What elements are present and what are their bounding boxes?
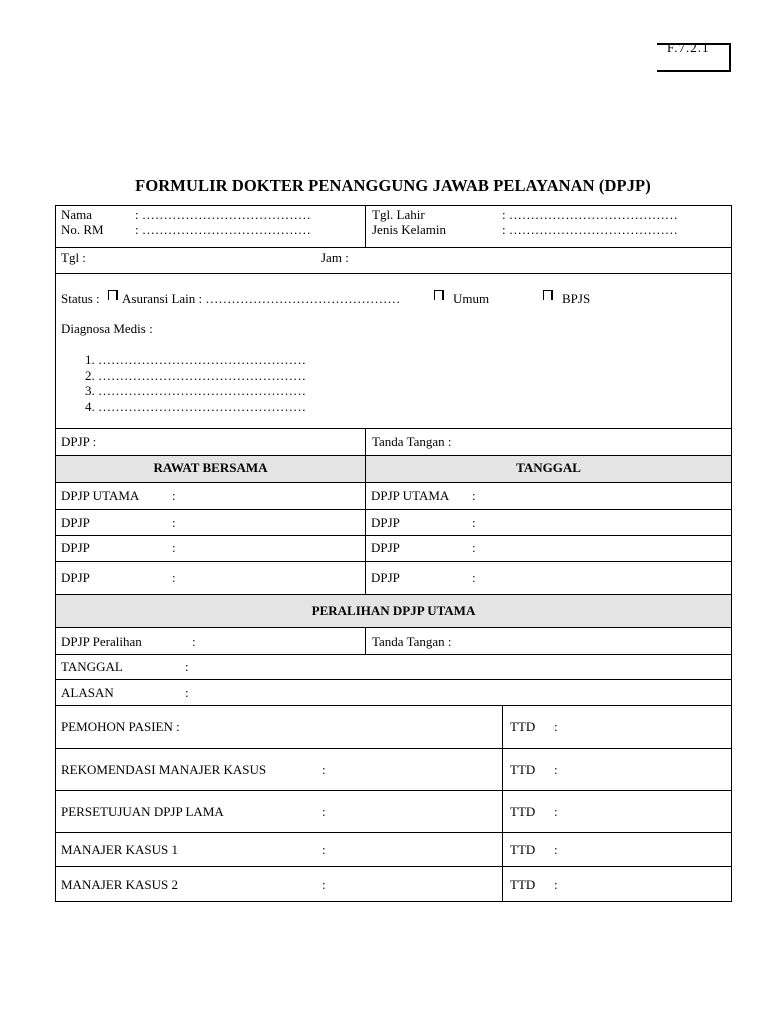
rb-row-2-left-colon: : — [172, 515, 176, 530]
diagnosa-label: Diagnosa Medis : — [61, 321, 153, 336]
asuransi-checkbox[interactable] — [108, 290, 118, 300]
rb-row-3-left-label: DPJP — [61, 540, 90, 555]
no-rm-field[interactable]: : ………………………………… — [135, 222, 311, 237]
rb-row-4-left-label: DPJP — [61, 570, 90, 585]
manajer-kasus-2-colon: : — [322, 877, 326, 892]
rb-row-3-right-label: DPJP — [371, 540, 400, 555]
rb-row-4-left-colon: : — [172, 570, 176, 585]
form-code-box — [657, 43, 731, 72]
rekomendasi-colon: : — [322, 762, 326, 777]
alasan-colon: : — [185, 685, 189, 700]
rb-row-3-right-colon: : — [472, 540, 476, 555]
alasan-label: ALASAN — [61, 685, 114, 700]
diagnosa-item-2[interactable]: 2. ………………………………………… — [85, 368, 306, 383]
persetujuan-label: PERSETUJUAN DPJP LAMA — [61, 804, 224, 819]
tgl-label: Tgl : — [61, 250, 86, 265]
manajer-kasus-2-label: MANAJER KASUS 2 — [61, 877, 179, 892]
form-title: FORMULIR DOKTER PENANGGUNG JAWAB PELAYANAN (DPJP) — [135, 176, 651, 195]
ttd-label-5: TTD — [510, 877, 536, 892]
rekomendasi-label: REKOMENDASI MANAJER KASUS — [61, 762, 267, 777]
persetujuan-colon: : — [322, 804, 326, 819]
rb-row-2-right-label: DPJP — [371, 515, 400, 530]
dpjp-label: DPJP : — [61, 434, 97, 449]
tgl-lahir-field[interactable]: : ………………………………… — [502, 207, 678, 222]
manajer-kasus-1-label: MANAJER KASUS 1 — [61, 842, 179, 857]
tanggal-header: TANGGAL — [516, 460, 581, 475]
bpjs-checkbox[interactable] — [543, 290, 553, 300]
tanggal-label: TANGGAL — [61, 659, 123, 674]
nama-field[interactable]: : ………………………………… — [135, 207, 311, 222]
rb-row-2-right-colon: : — [472, 515, 476, 530]
form-code: F.7.2.1 — [667, 43, 710, 55]
bpjs-label: BPJS — [562, 291, 591, 306]
rb-row-1-right-colon: : — [472, 488, 476, 503]
dpjp-peralihan-colon: : — [192, 634, 196, 649]
peralihan-header: PERALIHAN DPJP UTAMA — [311, 603, 476, 618]
diagnosa-item-4[interactable]: 4. ………………………………………… — [85, 399, 306, 414]
diagnosa-item-1[interactable]: 1. ………………………………………… — [85, 352, 306, 367]
umum-checkbox[interactable] — [434, 290, 444, 300]
status-label: Status : — [61, 291, 100, 306]
dpjp-peralihan-label: DPJP Peralihan — [61, 634, 142, 649]
no-rm-label: No. RM — [61, 222, 104, 237]
ttd-colon-5: : — [554, 877, 558, 892]
jenis-kelamin-label: Jenis Kelamin — [372, 222, 447, 237]
ttd-colon-3: : — [554, 804, 558, 819]
pemohon-label: PEMOHON PASIEN : — [61, 719, 180, 734]
tanda-tangan-label: Tanda Tangan : — [372, 434, 452, 449]
ttd-label-2: TTD — [510, 762, 536, 777]
manajer-kasus-1-colon: : — [322, 842, 326, 857]
rb-row-2-left-label: DPJP — [61, 515, 90, 530]
rb-row-1-right-label: DPJP UTAMA — [371, 488, 450, 503]
rb-row-1-left-colon: : — [172, 488, 176, 503]
rawat-bersama-header: RAWAT BERSAMA — [153, 460, 268, 475]
rb-row-3-left-colon: : — [172, 540, 176, 555]
ttd-label-4: TTD — [510, 842, 536, 857]
peralihan-tanda-tangan-label: Tanda Tangan : — [372, 634, 452, 649]
rb-row-4-right-label: DPJP — [371, 570, 400, 585]
ttd-label-3: TTD — [510, 804, 536, 819]
asuransi-label: Asuransi Lain : ……………………………………… — [122, 291, 401, 306]
ttd-colon-2: : — [554, 762, 558, 777]
jam-label: Jam : — [321, 250, 349, 265]
tanggal-colon: : — [185, 659, 189, 674]
nama-label: Nama — [61, 207, 93, 222]
umum-label: Umum — [453, 291, 490, 306]
ttd-colon-4: : — [554, 842, 558, 857]
ttd-label-1: TTD — [510, 719, 536, 734]
rb-row-4-right-colon: : — [472, 570, 476, 585]
rb-row-1-left-label: DPJP UTAMA — [61, 488, 140, 503]
ttd-colon-1: : — [554, 719, 558, 734]
tgl-lahir-label: Tgl. Lahir — [372, 207, 425, 222]
diagnosa-item-3[interactable]: 3. ………………………………………… — [85, 383, 306, 398]
jenis-kelamin-field[interactable]: : ………………………………… — [502, 222, 678, 237]
